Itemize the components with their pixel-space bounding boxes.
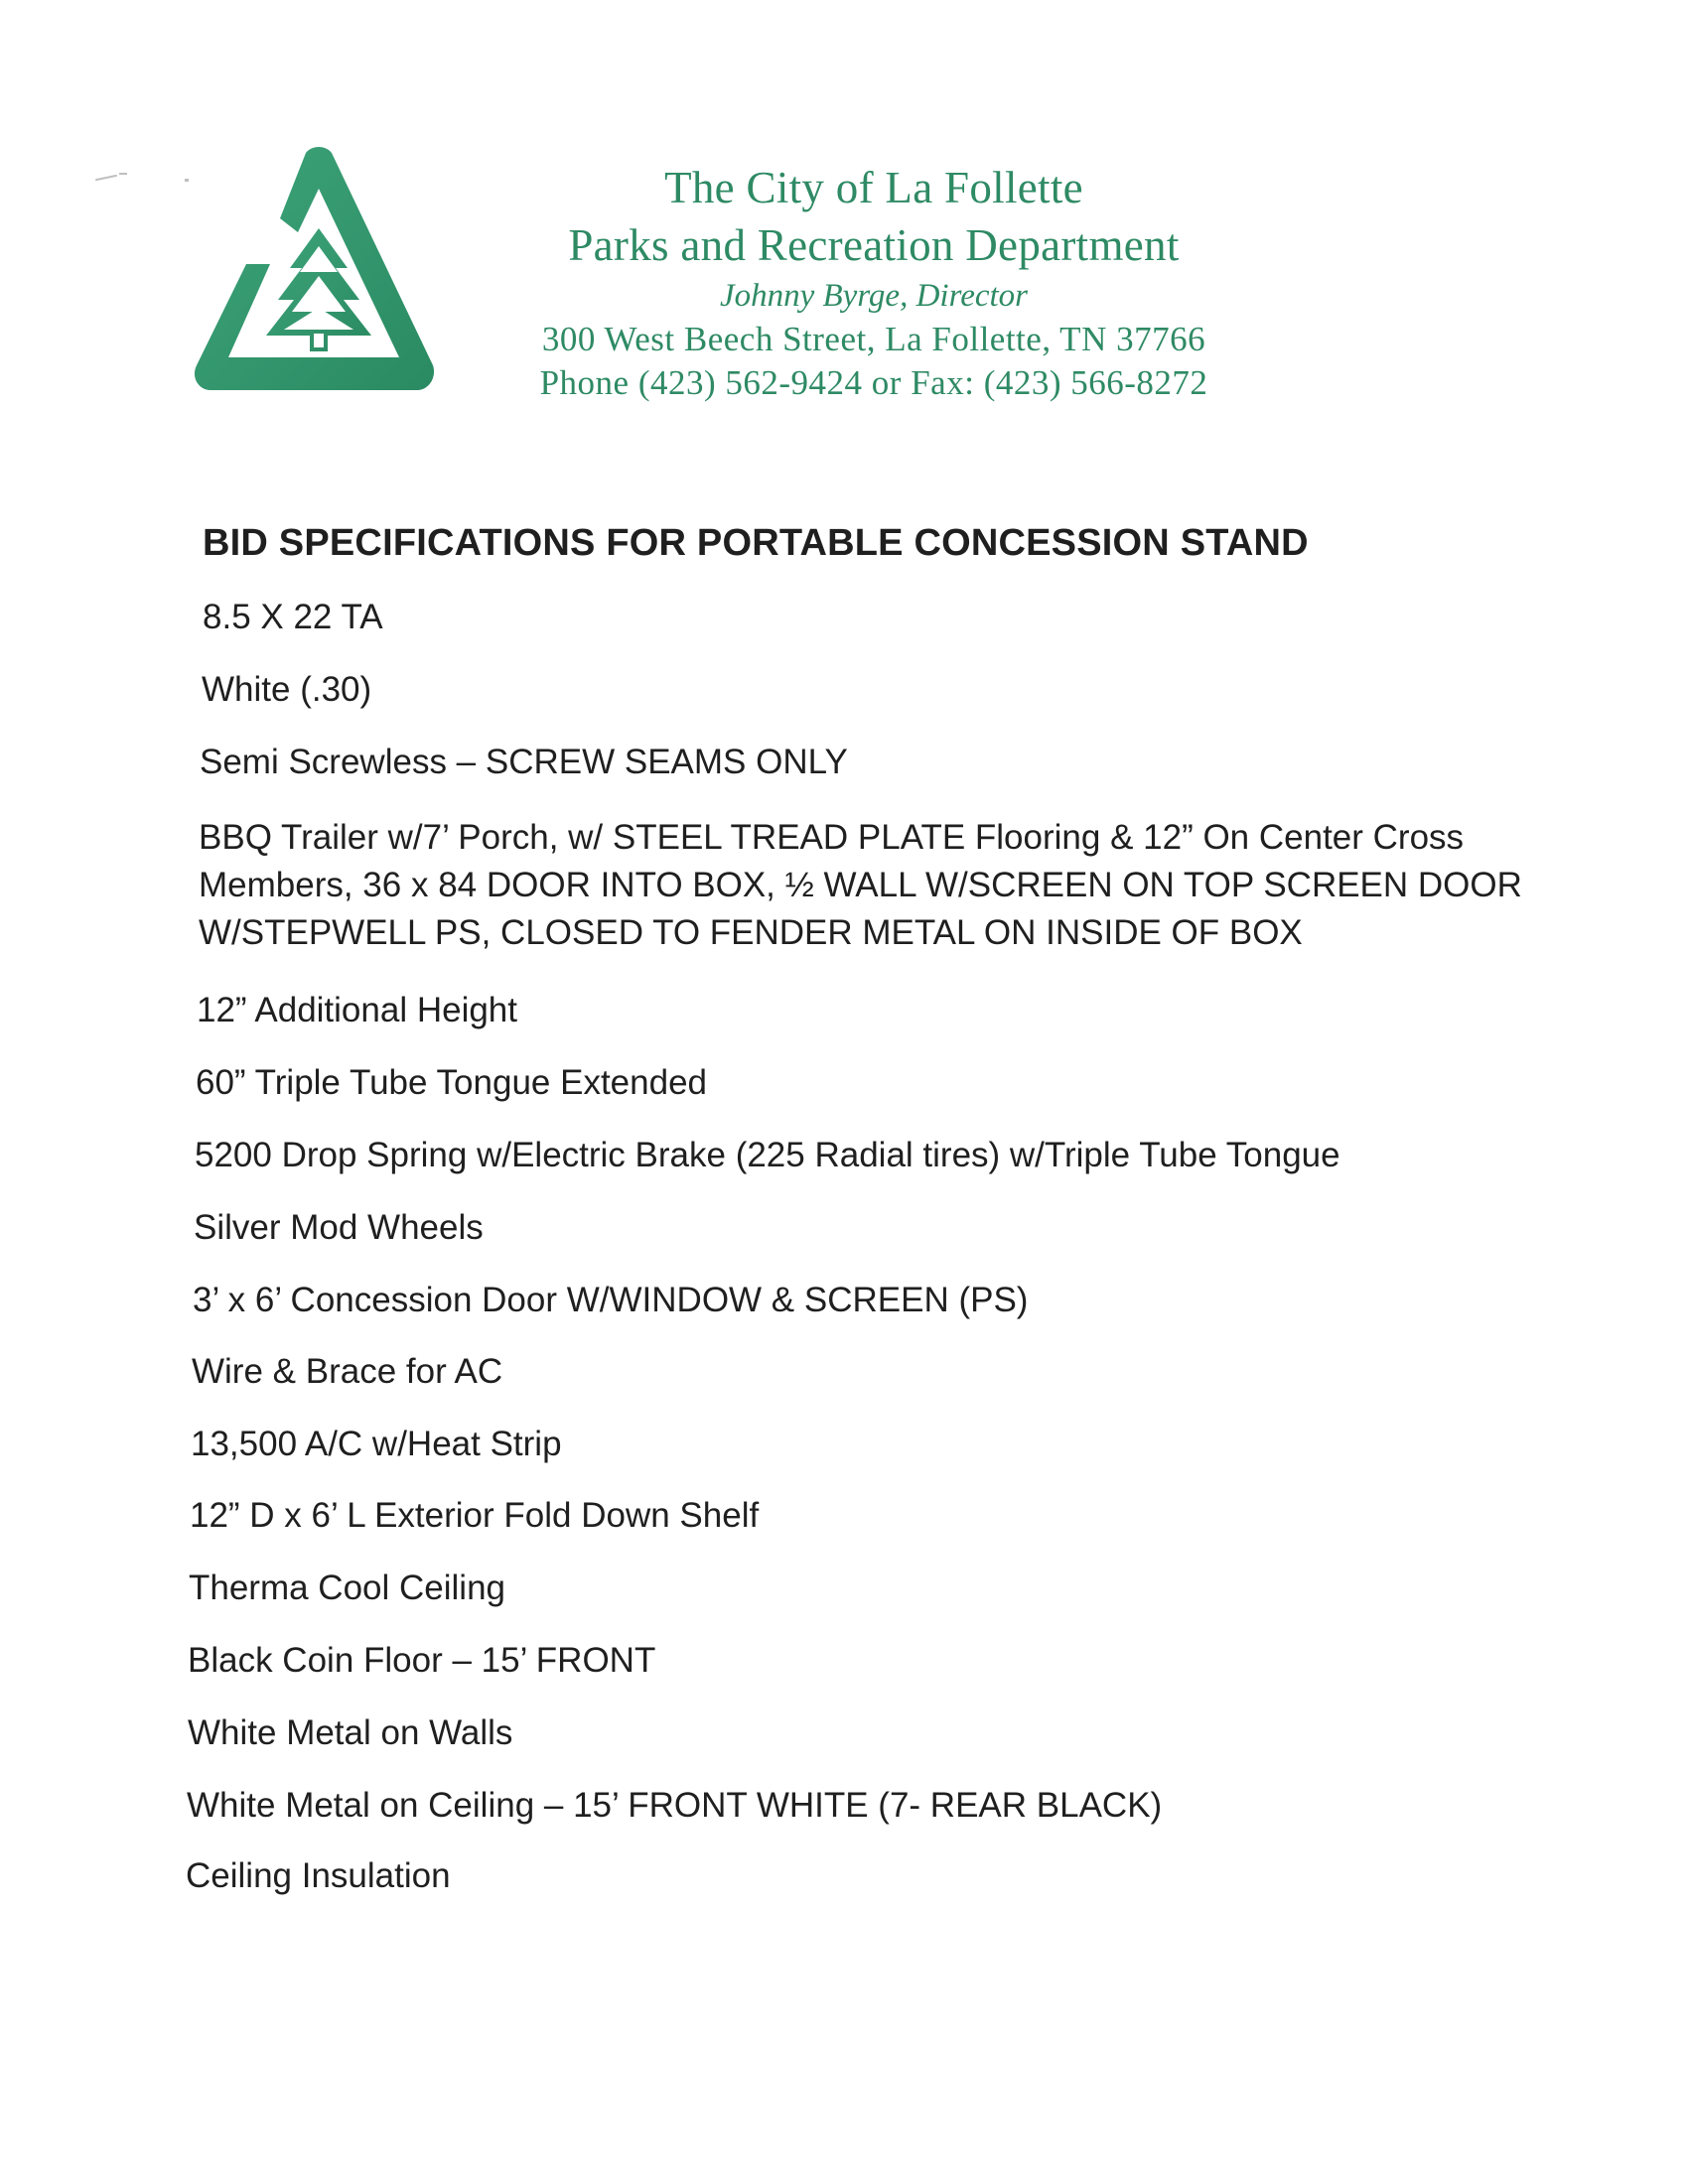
spec-item-floor: Black Coin Floor – 15’ FRONT <box>188 1641 656 1680</box>
spec-item-wheels: Silver Mod Wheels <box>194 1208 484 1247</box>
spec-item-wall-metal: White Metal on Walls <box>188 1713 513 1752</box>
spec-item-fold-down-shelf: 12” D x 6’ L Exterior Fold Down Shelf <box>190 1496 760 1535</box>
spec-item-additional-height: 12” Additional Height <box>197 991 517 1029</box>
spec-item-ceiling: Therma Cool Ceiling <box>189 1569 506 1607</box>
city-name: The City of La Follette <box>664 163 1083 212</box>
document-title: BID SPECIFICATIONS FOR PORTABLE CONCESSION STAND <box>203 522 1309 564</box>
director-name: Johnny Byrge, Director <box>719 278 1029 314</box>
spec-item-drop-spring: 5200 Drop Spring w/Electric Brake (225 Radial tires) w/Triple Tube Tongue <box>195 1136 1340 1174</box>
spec-item-bbq-trailer: BBQ Trailer w/7’ Porch, w/ STEEL TREAD PLATE Flooring & 12” On Center Cross Members, 36 x 84 DOOR INTO BOX, ½ WALL W/SCREEN ON TOP SCREEN DOOR W/STEPWELL PS, CLOSED TO FENDER METAL ON INSIDE OF BOX <box>199 818 1522 952</box>
spec-item-color: White (.30) <box>202 670 372 709</box>
spec-item-tongue-extended: 60” Triple Tube Tongue Extended <box>196 1063 708 1102</box>
department-name: Parks and Recreation Department <box>568 220 1180 270</box>
spec-item-concession-door: 3’ x 6’ Concession Door W/WINDOW & SCREEN (PS) <box>193 1281 1029 1319</box>
spec-item-ceiling-metal: White Metal on Ceiling – 15’ FRONT WHITE (7- REAR BLACK) <box>187 1786 1163 1825</box>
spec-item-screwless: Semi Screwless – SCREW SEAMS ONLY <box>200 743 848 781</box>
department-phone: Phone (423) 562-9424 or Fax: (423) 566-8272 <box>539 363 1208 402</box>
spec-item-wire-brace: Wire & Brace for AC <box>192 1352 503 1391</box>
spec-item-ac-unit: 13,500 A/C w/Heat Strip <box>191 1425 562 1463</box>
spec-item-size: 8.5 X 22 TA <box>203 598 383 636</box>
spec-item-insulation: Ceiling Insulation <box>186 1856 451 1895</box>
department-address: 300 West Beech Street, La Follette, TN 37766 <box>541 320 1206 358</box>
